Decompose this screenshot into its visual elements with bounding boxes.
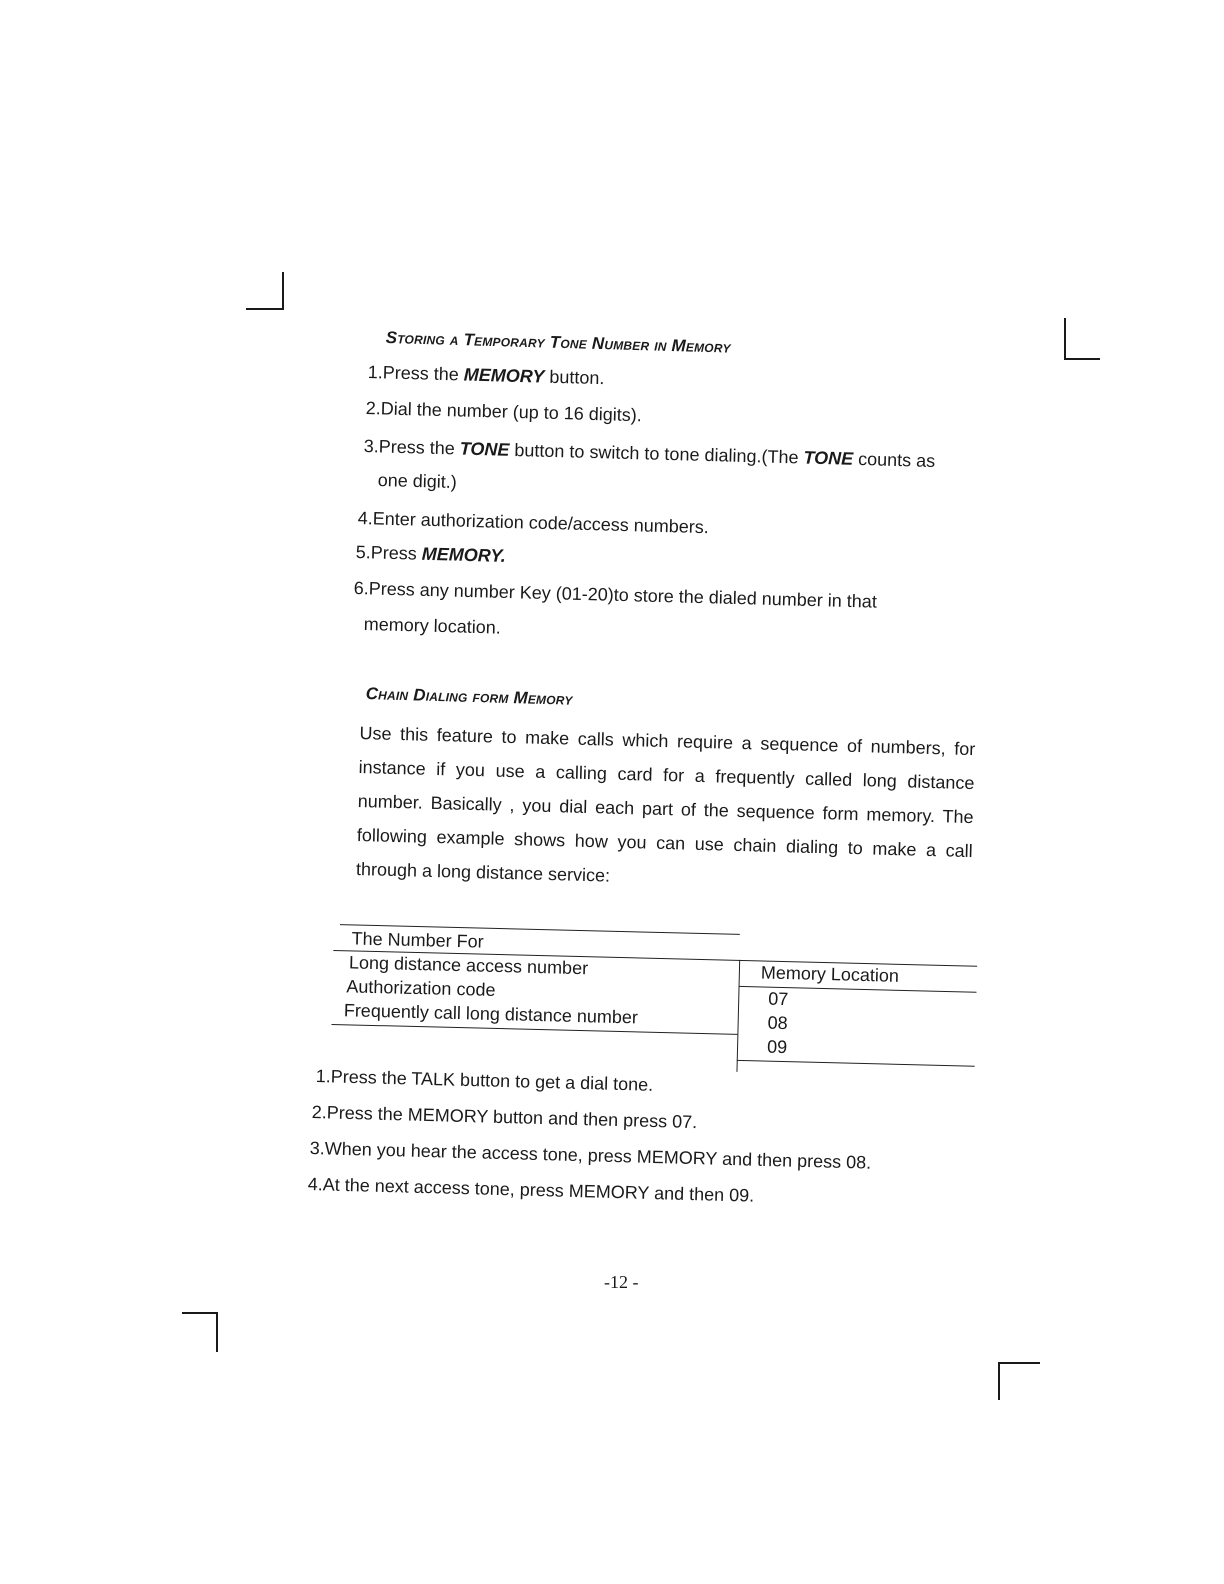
chain-step-1: 1.Press the TALK button to get a dial tone. [315,1066,654,1095]
step-5 [355,542,506,567]
step-text: Press the [382,362,465,385]
step-6 [353,578,877,613]
table-header-memory-location: Memory Location [760,962,900,986]
step-emphasis: TONE [803,447,854,469]
step-number: 1. [367,362,384,383]
step-3-continuation: one digit.) [377,470,458,493]
step-emphasis: MEMORY [463,364,545,387]
step-text: Press any number Key (01-20)to store the dialed number in that [368,578,878,612]
step-text: Press [370,542,423,564]
step-number: 6. [353,578,370,599]
table-header-number-for: The Number For [351,928,484,952]
chain-step-2: 2.Press the MEMORY button and then press 07. [311,1102,698,1133]
table-row-label: Authorization code [346,976,496,1000]
section-heading-storing-tone: Storing a Temporary Tone Number in Memory [385,328,731,357]
step-text: Enter authorization code/access numbers. [372,508,710,538]
section-heading-chain-dialing: Chain Dialing form Memory [365,684,573,709]
table-row-location: 07 [768,988,789,1010]
step-text: Dial the number (up to 16 digits). [380,398,643,426]
table-bottom-rule [737,1060,975,1067]
table-row-label: Frequently call long distance number [343,1000,639,1028]
step-number: 4. [357,508,374,529]
table-column-divider [736,960,740,1072]
crop-mark-top-left [246,272,284,310]
step-text: button to switch to tone dialing.(The [509,439,804,468]
step-4 [357,508,709,538]
step-text: Press the [378,436,461,459]
page-number: -12 - [604,1272,639,1292]
step-emphasis: MEMORY. [421,543,507,566]
step-text: counts as [852,448,936,471]
step-3 [363,436,935,472]
step-1 [367,362,604,389]
step-number: 2. [365,398,382,419]
step-number: 3. [363,436,380,457]
chain-step-3: 3.When you hear the access tone, press MEMORY and then press 08. [309,1138,872,1173]
chain-step-4: 4.At the next access tone, press MEMORY and then 09. [307,1174,755,1206]
crop-mark-bottom-right [998,1362,1040,1400]
crop-mark-bottom-left [182,1312,218,1352]
step-6-continuation: memory location. [363,614,502,638]
step-text: button. [544,366,605,389]
step-emphasis: TONE [459,438,510,460]
table-row-location: 08 [767,1012,788,1034]
step-2 [365,398,642,426]
step-number: 5. [355,542,372,563]
crop-mark-top-right [1064,318,1100,360]
table-row-label: Long distance access number [348,952,589,979]
memory-location-table [331,922,978,1078]
chain-dialing-paragraph: Use this feature to make calls which require a sequence of numbers, for instance if you use a calling card for a frequently called long distance number. Basically , you dial each part of the sequence form memory. The following example shows how you can use chain dialing to make a call through a long distance service: [355,722,976,886]
table-row-location: 09 [766,1036,788,1058]
